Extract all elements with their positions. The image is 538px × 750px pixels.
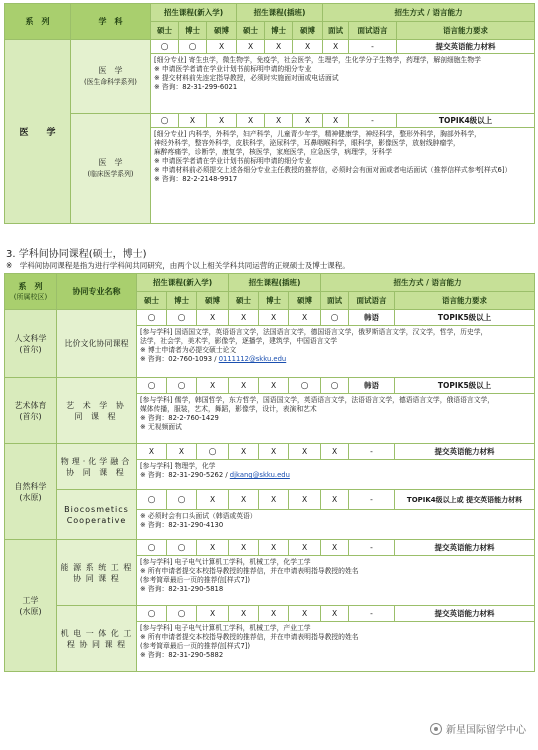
series-medicine: 医 学 (5, 40, 71, 224)
detail-line: ※ 咨询：82-31-290-4130 (140, 521, 224, 529)
cell-value: X (259, 606, 289, 622)
detail-line: ※ 所有申请者提交本校指导教授的推荐信，并在申请表明指导教授的姓名 (140, 633, 359, 641)
cell-value: X (259, 490, 289, 510)
language-requirement: 提交英语能力材料 (395, 540, 535, 556)
sub-interview: 面试 (323, 22, 349, 40)
detail-line: ※ 必须时会有口头面试（韩语或英语） (140, 512, 257, 520)
language-requirement: 提交英语能力材料 (395, 444, 535, 460)
cell-value: X (265, 40, 293, 54)
cell-value: X (207, 114, 237, 128)
sub-interview-language: 面试语言 (349, 22, 397, 40)
cell-value: X (323, 114, 349, 128)
sub-master: 硕士 (137, 292, 167, 310)
cell-value: - (349, 606, 395, 622)
series-name: 自然科学 (14, 481, 47, 491)
detail-block (151, 54, 535, 114)
detail-block (137, 622, 535, 672)
series-campus: (首尔) (19, 344, 42, 354)
series-name: 人文科学 (14, 333, 47, 343)
detail-line: ※ 咨询：82-2-2148-9917 (154, 175, 238, 183)
language-requirement: 提交英语能力材料 (397, 40, 535, 54)
detail-line: 麻醉疼痛学，诊断学，康复学，核医学，家庭医学，应急医学，病理学，牙科学 (154, 148, 392, 156)
detail-line: ※ 咨询：82-2-760-1429 (140, 414, 219, 422)
cell-value: X (197, 378, 229, 394)
sub-doctor: 博士 (259, 292, 289, 310)
cell-value: - (349, 40, 397, 54)
watermark (430, 721, 526, 736)
cell-value: X (229, 540, 259, 556)
detail-line: ※ 咨询：82-31-299-6021 (154, 83, 238, 91)
cell-value: X (237, 40, 265, 54)
detail-line (140, 471, 531, 480)
department-subtitle: (临床医学系列) (87, 170, 134, 178)
sub-language-requirement: 语言能力要求 (397, 22, 535, 40)
cell-value: ○ (179, 40, 207, 54)
header-series-label: 系 列 (18, 282, 43, 291)
cell-value: X (293, 114, 323, 128)
cell-value: X (137, 444, 167, 460)
cell-value: X (179, 114, 207, 128)
cell-value: X (167, 444, 197, 460)
detail-line: ※ 博士申请者为必提交硕士论文 (140, 346, 237, 354)
language-requirement: TOPIK5级以上 (395, 378, 535, 394)
detail-line: [参与学科] 国语国文学，英语语言文学，法国语言文学，德国语言文学，俄罗斯语言文学，汉文学，哲学，历史学， (140, 328, 488, 336)
wechat-icon (430, 723, 442, 735)
header-method-language: 招生方式 / 语言能力 (321, 274, 535, 292)
cell-value: X (229, 378, 259, 394)
cell-value: ○ (137, 490, 167, 510)
interdisciplinary-program-table (4, 273, 535, 672)
contact-phone: ※ 咨询：02-760-1093 / (140, 355, 219, 363)
cell-value: X (197, 490, 229, 510)
cell-value: - (349, 444, 395, 460)
cell-value: - (349, 540, 395, 556)
header-transfer: 招生课程(插班) (237, 4, 323, 22)
language-requirement: TOPIK4级以上 (397, 114, 535, 128)
detail-line: ※ 所有申请者提交本校指导教授的推荐信，并在申请表明指导教授的姓名 (140, 567, 359, 575)
detail-block (151, 128, 535, 224)
detail-line: [细分专业] 内科学，外科学，妇产科学，儿童青少年学，精神健康学，神经科学，整形外科学，胸部外科学， (154, 130, 481, 138)
section-note: ※ 学科间协同课程是指为进行学科间共同研究，由两个以上相关学科共同运营的正规硕士及博士课程。 (6, 261, 350, 270)
series-humanities (5, 310, 57, 378)
program-name: 机 电 一 体 化 工 程 协 同 课 程 (57, 606, 137, 672)
cell-value: X (289, 490, 321, 510)
cell-value: ○ (167, 540, 197, 556)
program-name: 比价文化协同课程 (57, 310, 137, 378)
program-name: 艺 术 学 协 同 课 程 (57, 378, 137, 444)
detail-line: [参与学科] 电子电气计算机工学科，机械工学，产业工学 (140, 624, 311, 632)
detail-block (137, 556, 535, 606)
language-requirement: 提交英语能力材料 (395, 606, 535, 622)
cell-value: ○ (137, 378, 167, 394)
detail-line: ※ 咨询：82-31-290-5882 (140, 651, 224, 659)
cell-value: X (289, 606, 321, 622)
sub-combined: 硕博 (289, 292, 321, 310)
interview-language: 韩语 (349, 378, 395, 394)
program-name: 物理·化学融合 协 同 课 程 (57, 444, 137, 490)
detail-line: ※ 申请材料前必须提交上述各细分专业主任教授的推荐信，必须时会有面对面或者电话面试（推荐信样式参考[样式6]） (154, 166, 512, 174)
sub-combined: 硕博 (207, 22, 237, 40)
cell-value: ○ (137, 310, 167, 326)
header-method-language: 招生方式 / 语言能力 (323, 4, 535, 22)
detail-line: ※ 提交材料前先连定指导教授，必须时实施面对面或电话面试 (154, 74, 339, 82)
detail-line: 神经外科学，整容外科学，皮肤科学，泌尿科学，耳鼻咽喉科学，眼科学，影像医学，放射线肿瘤学， (154, 139, 460, 147)
detail-block (137, 394, 535, 444)
detail-line: ※ 申请医学者请在学业计划书前标明申请的细分专业 (154, 157, 312, 165)
series-natural-science (5, 444, 57, 540)
department-cell (71, 40, 151, 114)
cell-value: X (197, 606, 229, 622)
cell-value: X (293, 40, 323, 54)
detail-block (137, 510, 535, 540)
header-series: 系 列 (5, 4, 71, 40)
cell-value: X (289, 310, 321, 326)
detail-line: ※ 申请医学者请在学业计划书前标明申请的细分专业 (154, 65, 312, 73)
cell-value: ○ (167, 378, 197, 394)
contact-phone: ※ 咨询：82-31-290-5262 / (140, 471, 230, 479)
cell-value: X (289, 444, 321, 460)
cell-value: X (197, 540, 229, 556)
sub-doctor: 博士 (167, 292, 197, 310)
cell-value: X (229, 606, 259, 622)
contact-email-link[interactable]: djkang@skku.edu (229, 471, 290, 479)
cell-value: ○ (137, 606, 167, 622)
sub-master: 硕士 (229, 292, 259, 310)
interview-language: 韩语 (349, 310, 395, 326)
series-campus: (首尔) (19, 411, 42, 421)
series-campus: (水原) (19, 492, 42, 502)
detail-block (137, 326, 535, 378)
cell-value: X (321, 540, 349, 556)
header-series-subtitle: (所属校区) (13, 293, 48, 301)
cell-value: ○ (289, 378, 321, 394)
sub-combined: 硕博 (197, 292, 229, 310)
cell-value: X (229, 490, 259, 510)
watermark-text: 新星国际留学中心 (446, 725, 526, 736)
detail-line: [参与学科] 儒学，韩国哲学，东方哲学，国语国文学，英语语言文学，法语语言文学，德语语言文学，俄语语言文学， (140, 396, 495, 404)
cell-value: X (229, 444, 259, 460)
cell-value: X (265, 114, 293, 128)
cell-value: X (321, 490, 349, 510)
cell-value: ○ (167, 606, 197, 622)
series-campus: (水原) (19, 606, 42, 616)
cell-value: X (259, 378, 289, 394)
detail-line: [细分专业] 寄生虫学，微生物学，免疫学，社会医学，生理学，生化学分子生物学，药理学，解剖细胞生物学 (154, 56, 481, 64)
cell-value: X (321, 444, 349, 460)
cell-value: - (349, 490, 395, 510)
sub-doctor: 博士 (265, 22, 293, 40)
sub-interview: 面试 (321, 292, 349, 310)
header-series (5, 274, 57, 310)
cell-value: X (229, 310, 259, 326)
header-new-admission: 招生课程(新入学) (137, 274, 229, 292)
sub-language-requirement: 语言能力要求 (395, 292, 535, 310)
department-subtitle: (医生命科学系列) (84, 78, 137, 86)
sub-interview-language: 面试语言 (349, 292, 395, 310)
department-name: 医 学 (98, 66, 123, 75)
department-name: 医 学 (98, 158, 123, 167)
cell-value: X (259, 444, 289, 460)
cell-value: ○ (167, 490, 197, 510)
cell-value: X (197, 310, 229, 326)
sub-master: 硕士 (151, 22, 179, 40)
header-new-admission: 招生课程(新入学) (151, 4, 237, 22)
cell-value: X (321, 606, 349, 622)
program-name: 能 源 系 统 工 程 协 同 课 程 (57, 540, 137, 606)
detail-line: [参与学科] 电子电气计算机工学科，机械工学，化学工学 (140, 558, 311, 566)
cell-value: ○ (151, 40, 179, 54)
language-requirement: TOPIK5级以上 (395, 310, 535, 326)
series-name: 工学 (22, 595, 39, 605)
sub-master: 硕士 (237, 22, 265, 40)
detail-line: ※ 咨询：82-31-290-5818 (140, 585, 224, 593)
cell-value: X (323, 40, 349, 54)
series-name: 艺术体育 (14, 400, 47, 410)
contact-email-link[interactable]: 0111112@skku.edu (218, 355, 287, 363)
medicine-admission-table (4, 3, 535, 224)
cell-value: ○ (151, 114, 179, 128)
cell-value: ○ (137, 540, 167, 556)
header-department: 学 科 (71, 4, 151, 40)
detail-line (140, 355, 531, 364)
detail-line: ※ 无视频面试 (140, 423, 182, 431)
cell-value: X (259, 540, 289, 556)
detail-line: [参与学科] 物理学，化学 (140, 462, 216, 470)
cell-value: - (349, 114, 397, 128)
header-program: 协同专业名称 (57, 274, 137, 310)
department-cell (71, 114, 151, 224)
sub-combined: 硕博 (293, 22, 323, 40)
section-title: 3. 学科间协同课程(硕士，博士) (6, 249, 147, 260)
cell-value: ○ (321, 310, 349, 326)
sub-doctor: 博士 (179, 22, 207, 40)
header-transfer: 招生课程(插班) (229, 274, 321, 292)
cell-value: X (289, 540, 321, 556)
detail-line: 媒体传播，服装，艺术，舞蹈，影像学，设计，表演和艺术 (140, 405, 317, 413)
cell-value: ○ (197, 444, 229, 460)
series-engineering (5, 540, 57, 672)
series-arts-sports (5, 378, 57, 444)
detail-line: (参考简章最后一页的推荐信[样式7]) (140, 642, 251, 650)
cell-value: X (207, 40, 237, 54)
language-requirement: TOPIK4级以上或 提交英语能力材料 (395, 490, 535, 510)
detail-line: 法学，社会学，美术学，影像学，逐播学，建筑学，中国语言文学 (140, 337, 338, 345)
cell-value: X (259, 310, 289, 326)
cell-value: X (237, 114, 265, 128)
cell-value: ○ (321, 378, 349, 394)
cell-value: ○ (167, 310, 197, 326)
detail-line: (参考简章最后一页的推荐信[样式7]) (140, 576, 251, 584)
program-name: Biocosmetics Cooperative (57, 490, 137, 540)
detail-block (137, 460, 535, 490)
